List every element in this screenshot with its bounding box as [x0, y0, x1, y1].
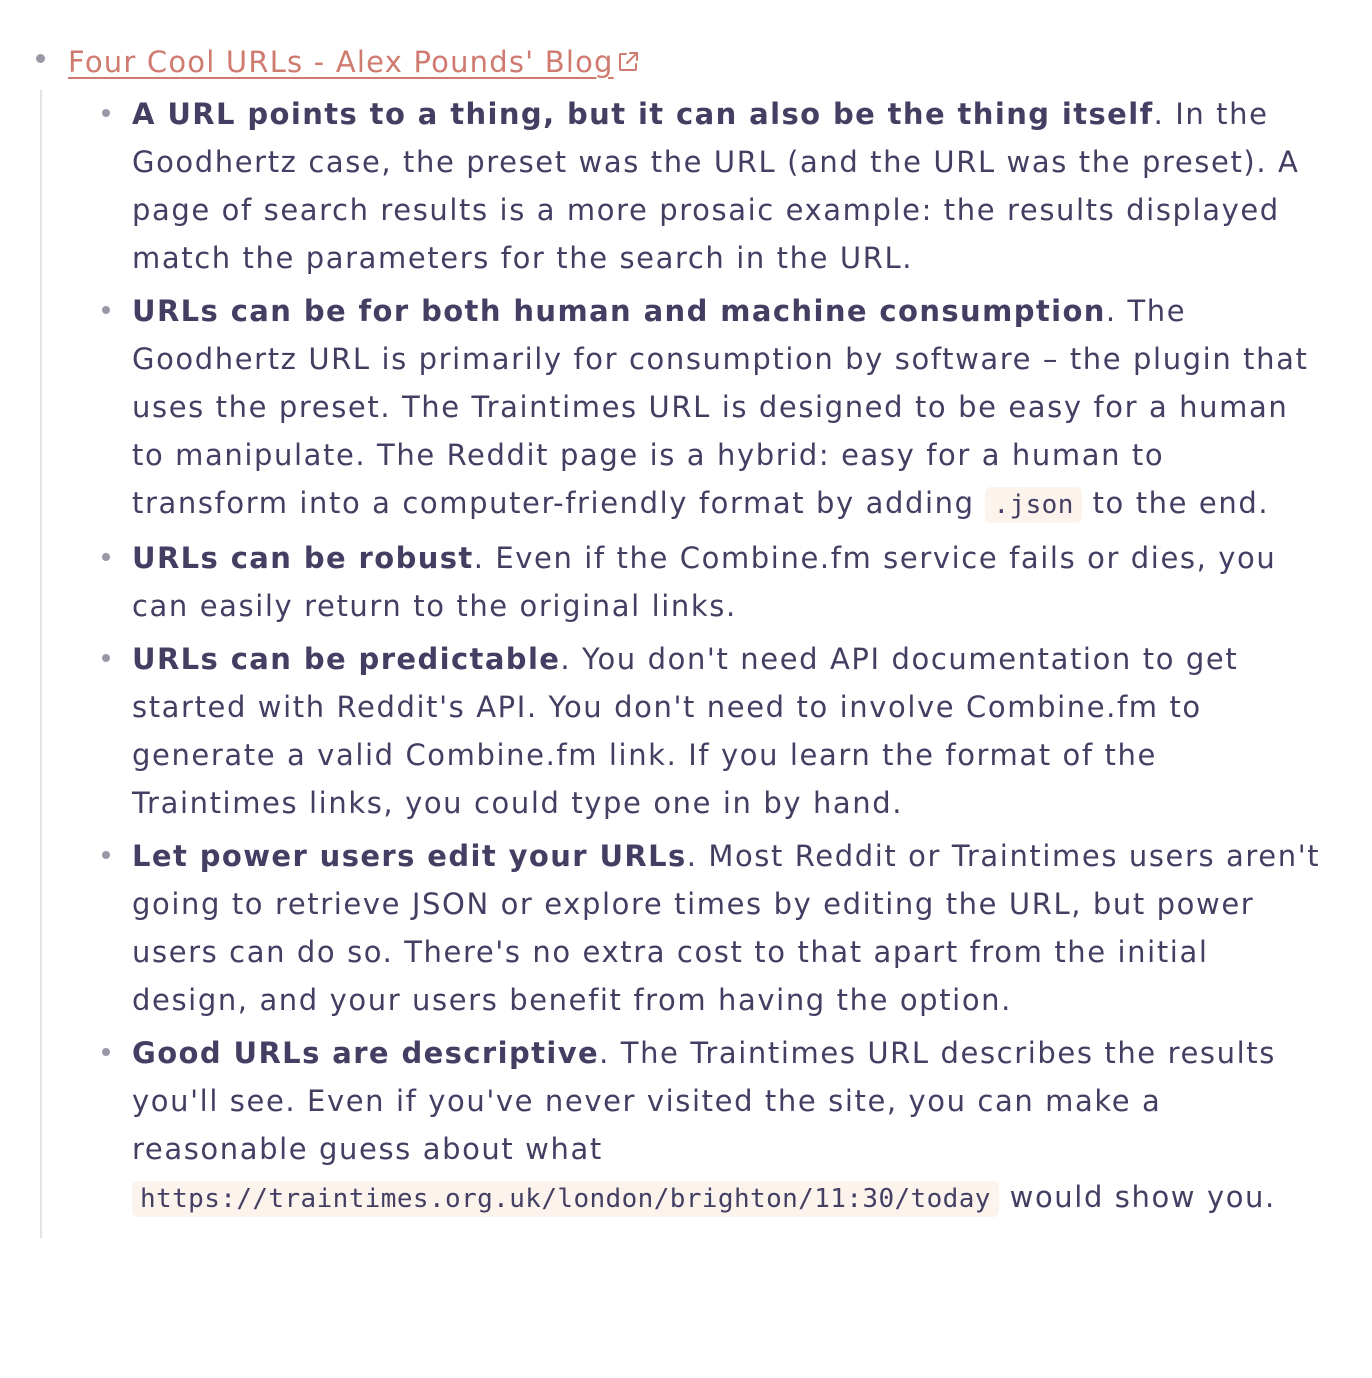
bullet-icon[interactable] [102, 553, 110, 561]
item-heading: URLs can be robust [132, 541, 474, 575]
item-heading: Good URLs are descriptive [132, 1036, 600, 1070]
list-item [132, 635, 1322, 827]
bullet-icon[interactable] [102, 654, 110, 662]
nested-list [40, 90, 1322, 1238]
item-heading: Let power users edit your URLs [132, 839, 687, 873]
item-heading: URLs can be predictable [132, 642, 561, 676]
item-text: . The Traintimes URL describes the results you'll see. Even if you've never visited the site, you can make a reasonable guess about what [132, 1036, 1276, 1166]
item-heading: URLs can be for both human and machine consumption [132, 294, 1106, 328]
item-text: . You don't need API documentation to get started with Reddit's API. You don't need to involve Combine.fm to generate a valid Combine.fm link. If you learn the format of the Traintimes links, you could type one in by hand. [132, 642, 1239, 820]
list-item [132, 90, 1322, 282]
item-text: . Even if the Combine.fm service fails or dies, you can easily return to the original links. [132, 541, 1277, 623]
bullet-icon[interactable] [102, 851, 110, 859]
blog-link[interactable]: Four Cool URLs - Alex Pounds' Blog [68, 45, 614, 79]
inline-code: https://traintimes.org.uk/london/brighton/11:30/today [132, 1181, 999, 1217]
item-heading: A URL points to a thing, but it can also be the thing itself [132, 97, 1154, 131]
item-text: . The Goodhertz URL is primarily for consumption by software – the plugin that uses the preset. The Traintimes URL is designed to be easy for a human to manipulate. The Reddit page is a hybrid: easy for a human to transform into a computer-friendly format by adding [132, 294, 1309, 520]
title-line [68, 36, 1372, 90]
inline-code: .json [985, 487, 1081, 523]
bullet-icon[interactable] [102, 306, 110, 314]
item-text-after: to the end. [1081, 486, 1270, 520]
list-item [132, 1029, 1322, 1223]
list-item [132, 534, 1322, 630]
item-text-after: would show you. [998, 1180, 1276, 1214]
external-link-icon[interactable] [616, 38, 640, 90]
list-item [132, 832, 1322, 1024]
item-text: . In the Goodhertz case, the preset was the URL (and the URL was the preset). A page of search results is a more prosaic example: the results displayed match the parameters for the search in the URL. [132, 97, 1300, 275]
bullet-icon[interactable] [36, 54, 45, 63]
outer-list-item [0, 36, 1372, 1238]
bullet-icon[interactable] [102, 109, 110, 117]
item-text: . Most Reddit or Traintimes users aren't going to retrieve JSON or explore times by editing the URL, but power users can do so. There's no extra cost to that apart from the initial design, and your users benefit from having the option. [132, 839, 1321, 1017]
list-item [132, 287, 1322, 529]
bullet-icon[interactable] [102, 1048, 110, 1056]
